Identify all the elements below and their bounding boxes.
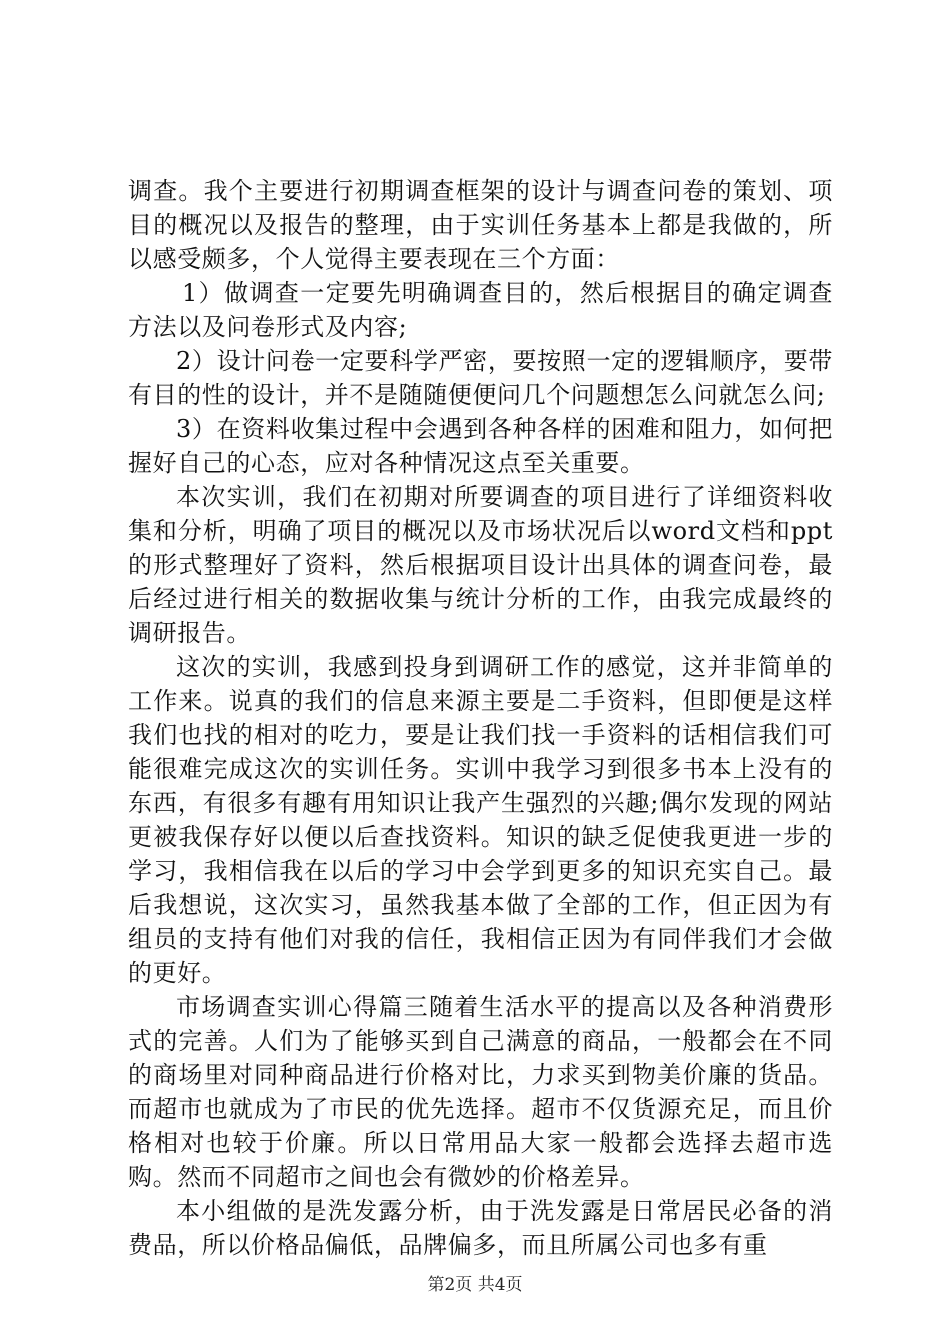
list-item-1: 1）做调查一定要先明确调查目的，然后根据目的确定调查方法以及问卷形式及内容; — [128, 279, 833, 341]
list-item-3: 3）在资料收集过程中会遇到各种各样的困难和阻力，如何把握好自己的心态，应对各种情况这点至关重要。 — [128, 415, 833, 477]
paragraph-continuation: 调查。我个主要进行初期调查框架的设计与调查问卷的策划、项目的概况以及报告的整理，由于实训任务基本上都是我做的，所以感受颇多，个人觉得主要表现在三个方面： — [128, 177, 833, 273]
paragraph-reflection: 这次的实训，我感到投身到调研工作的感觉，这并非简单的工作来。说真的我们的信息来源主要是二手资料，但即便是这样我们也找的相对的吃力，要是让我们找一手资料的话相信我们可能很难完成这次的实训任务。实训中我学习到很多书本上没有的东西，有很多有趣有用知识让我产生强烈的兴趣;偶尔发现的网站更被我保存好以便以后查找资料。知识的缺乏促使我更进一步的学习，我相信我在以后的学习中会学到更多的知识充实自己。最后我想说，这次实习，虽然我基本做了全部的工作，但正因为有组员的支持有他们对我的信任，我相信正因为有同伴我们才会做的更好。 — [128, 653, 833, 987]
page-footer: 第2页 共4页 — [427, 1275, 523, 1295]
list-item-2: 2）设计问卷一定要科学严密，要按照一定的逻辑顺序，要带有目的性的设计，并不是随随便便问几个问题想怎么问就怎么问; — [128, 347, 833, 409]
paragraph-training-summary: 本次实训，我们在初期对所要调查的项目进行了详细资料收集和分析，明确了项目的概况以及市场状况后以word文档和ppt的形式整理好了资料，然后根据项目设计出具体的调查问卷，最后经过进行相关的数据收集与统计分析的工作，由我完成最终的调研报告。 — [128, 483, 833, 647]
paragraph-part-three: 市场调查实训心得篇三随着生活水平的提高以及各种消费形式的完善。人们为了能够买到自己满意的商品，一般都会在不同的商场里对同种商品进行价格对比，力求买到物美价廉的货品。而超市也就成为了市民的优先选择。超市不仅货源充足，而且价格相对也较于价廉。所以日常用品大家一般都会选择去超市选购。然而不同超市之间也会有微妙的价格差异。 — [128, 993, 833, 1191]
paragraph-shampoo-analysis: 本小组做的是洗发露分析，由于洗发露是日常居民必备的消费品，所以价格品偏低，品牌偏多，而且所属公司也多有重 — [128, 1197, 833, 1259]
document-body — [128, 174, 833, 1262]
